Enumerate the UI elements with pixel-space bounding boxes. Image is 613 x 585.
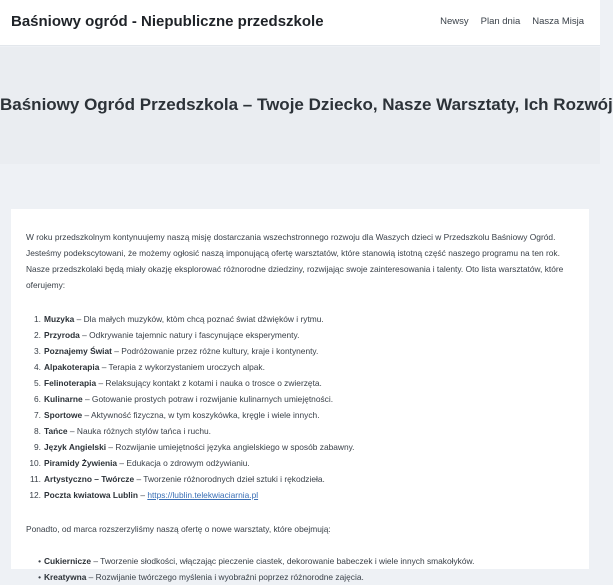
workshop-description: – Tworzenie słodkości, włączając pieczenie ciastek, dekorowanie babeczek i wiele innych smakołyków.: [91, 556, 475, 566]
list-item: [26, 487, 576, 503]
site-title[interactable]: Baśniowy ogród - Niepubliczne przedszkole: [11, 13, 324, 30]
list-number: 6.: [34, 394, 41, 404]
workshop-description: – Relaksujący kontakt z kotami i nauka o trosce o zwierzęta.: [96, 378, 322, 388]
bullet-icon: •: [38, 556, 41, 566]
florist-link[interactable]: https://lublin.telekwiaciarnia.pl: [147, 490, 259, 500]
workshop-name: Kulinarne: [44, 394, 83, 404]
list-number: 3.: [34, 346, 41, 356]
page-title: Baśniowy Ogród Przedszkola – Twoje Dziecko, Nasze Warsztaty, Ich Rozwój: [0, 95, 613, 114]
list-item: [26, 407, 576, 423]
list-number: 4.: [34, 362, 41, 372]
list-item: [26, 359, 576, 375]
list-number: 2.: [34, 330, 41, 340]
nav-link-nasza-misja[interactable]: Nasza Misja: [532, 16, 584, 27]
nav-link-newsy[interactable]: Newsy: [440, 16, 469, 27]
workshop-description: –: [138, 490, 148, 500]
list-number: 9.: [34, 442, 41, 452]
workshop-description: – Rozwijanie twórczego myślenia i wyobraźni poprzez różnorodne zajęcia.: [86, 572, 364, 582]
workshop-description: – Aktywność fizyczna, w tym koszykówka, kręgle i wiele innych.: [82, 410, 320, 420]
workshop-name: Poczta kwiatowa Lublin: [44, 490, 138, 500]
workshop-name: Poznajemy Świat: [44, 346, 112, 356]
list-item: [26, 439, 576, 455]
workshop-name: Alpakoterapia: [44, 362, 100, 372]
article-content: [26, 229, 576, 585]
bullet-icon: •: [38, 572, 41, 582]
workshop-description: – Podróżowanie przez różne kultury, kraje i kontynenty.: [111, 346, 319, 356]
workshop-description: – Edukacja o zdrowym odżywianiu.: [117, 458, 250, 468]
list-item: [26, 553, 576, 569]
list-item: [26, 375, 576, 391]
list-number: 1.: [34, 314, 41, 324]
workshop-name: Sportowe: [44, 410, 83, 420]
workshop-name: Przyroda: [44, 330, 80, 340]
list-number: 10.: [29, 458, 41, 468]
nav-link-plan-dnia[interactable]: Plan dnia: [480, 16, 521, 27]
list-item: [26, 423, 576, 439]
workshop-name: Tańce: [44, 426, 68, 436]
workshop-name: Artystyczno – Twórcze: [44, 474, 135, 484]
list-item: [26, 327, 576, 343]
site-header: [0, 0, 600, 46]
workshop-description: – Nauka różnych stylów tańca i ruchu.: [67, 426, 211, 436]
list-number: 5.: [34, 378, 41, 388]
list-item: [26, 343, 576, 359]
extra-workshops-intro: Ponadto, od marca rozszerzyliśmy naszą ofertę o nowe warsztaty, które obejmują:: [26, 524, 331, 534]
workshop-description: – Dla małych muzyków, ktòm chcą poznać świat dźwięków i rytmu.: [74, 314, 324, 324]
workshop-name: Cukiernicze: [44, 556, 92, 566]
list-item: [26, 569, 576, 585]
list-item: [26, 391, 576, 407]
article-card: [11, 209, 589, 582]
workshop-description: – Terapia z wykorzystaniem uroczych alpak.: [99, 362, 265, 372]
workshop-description: – Odkrywanie tajemnic natury i fascynujące eksperymenty.: [79, 330, 300, 340]
workshop-name: Język Angielski: [44, 442, 107, 452]
workshop-description: – Gotowanie prostych potraw i rozwijanie kulinarnych umiejętności.: [82, 394, 334, 404]
list-item: [26, 311, 576, 327]
list-item: [26, 471, 576, 487]
list-item: [26, 455, 576, 471]
workshop-list: [26, 311, 576, 503]
workshop-name: Muzyka: [44, 314, 75, 324]
list-number: 11.: [29, 474, 41, 484]
workshop-description: – Tworzenie różnorodnych dzieł sztuki i rękodzieła.: [134, 474, 325, 484]
extra-workshop-list: [26, 553, 576, 585]
workshop-name: Kreatywna: [44, 572, 87, 582]
list-number: 12.: [29, 490, 41, 500]
list-number: 8.: [34, 426, 41, 436]
article-intro: W roku przedszkolnym kontynuujemy naszą misję dostarczania wszechstronnego rozwoju dla Waszych dzieci w Przedszkolu Baśniowy Ogród. Jesteśmy podekscytowani, że możemy ogłosić naszą imponującą ofertę warsztatów, które stanowią istotną część naszego programu na ten rok. Nasze przedszkolaki będą miały okazję eksplorować różnorodne dziedziny, rozwijając swoje zainteresowania i talenty. Oto lista warsztatów, które oferujemy:: [26, 232, 564, 290]
main-nav: [440, 16, 584, 27]
page-hero: [0, 47, 613, 164]
workshop-description: – Rozwijanie umiejętności języka angielskiego w sposób zabawny.: [106, 442, 355, 452]
list-number: 7.: [34, 410, 41, 420]
workshop-name: Piramidy Żywienia: [44, 458, 118, 468]
workshop-name: Felinoterapia: [44, 378, 97, 388]
